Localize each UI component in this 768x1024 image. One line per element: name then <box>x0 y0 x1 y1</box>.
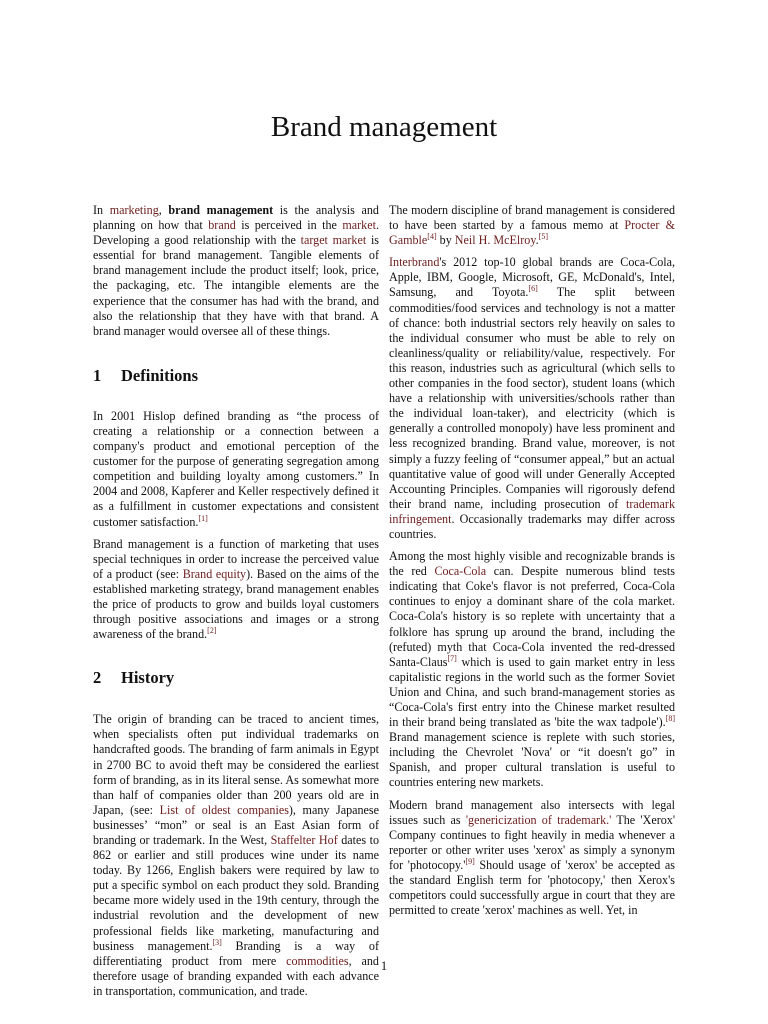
definitions-paragraph-1: In 2001 Hislop defined branding as “the process of creating a relationship or a connection between a company's product and emotional perception of the customer for the purpose of generating segregation among competition and building loyalty among customers.” In 2004 and 2008, Kapferer and Keller respectively defined it as a fulfillment in customer expectations and consistent customer satisfaction.[1] <box>93 408 379 529</box>
citation-5[interactable]: [5] <box>538 232 548 242</box>
history-paragraph-2: The modern discipline of brand management is considered to have been started by a famous memo at Procter & Gamble[4] by Neil H. McElroy.[5] <box>389 203 675 248</box>
citation-8[interactable]: [8] <box>665 714 675 724</box>
link-procter-gamble[interactable]: Procter & Gamble <box>389 218 675 248</box>
bold-term: brand management <box>168 203 274 217</box>
citation-3[interactable]: [3] <box>212 937 222 947</box>
citation-1[interactable]: [1] <box>198 513 208 523</box>
link-target-market[interactable]: target market <box>300 233 367 248</box>
citation-2[interactable]: [2] <box>207 626 217 636</box>
link-trademark-infringement[interactable]: trademark infringement <box>389 496 675 526</box>
intro-paragraph: In marketing, brand management is the analysis and planning on how that brand is perceived in the market. Developing a good relationship with the target market is essential for brand management. Tangible elements of brand management include the product itself; look, price, the packaging, etc. The intangible elements are the experience that the consumer has had with the brand, and also the relationship that they have with that brand. A brand manager would oversee all of these things. <box>93 203 380 338</box>
link-coca-cola[interactable]: Coca-Cola <box>434 564 487 579</box>
history-paragraph-5: Modern brand management also intersects with legal issues such as 'genericization of trademark.' The 'Xerox' Company continues to fight heavily in media whenever a reporter or other writer uses 'xerox' as simply a synonym for 'photocopy.'[9] Should usage of 'xerox' be accepted as the standard English term for 'photocopy,' then Xerox's competitors could successfully argue in court that they are permitted to create 'xerox' machines as well. Yet, in <box>389 797 676 918</box>
page-title: Brand management <box>270 111 498 143</box>
history-paragraph-1: The origin of branding can be traced to ancient times, when specialists often put individual trademarks on handcrafted goods. The branding of farm animals in Egypt in 2700 BC to avoid theft may be considered the earliest form of branding, as in its literal sense. As somewhat more than half of companies older than 200 years old are in Japan, (see: List of oldest companies), many Japanese businesses’ “mon” or seal is an East Asian form of branding or trademark. In the West, Staffelter Hof dates to 862 or earlier and still produces wine under its name today. By 1266, English bakers were required by law to put a specific symbol on each product they sold. Branding became more widely used in the 19th century, through the industrial revolution and the development of new professional fields like marketing, manufacturing and business management.[3] Branding is a way of differentiating product from mere commodities, and therefore usage of branding expanded with each advance in transportation, communication, and trade. <box>93 712 379 998</box>
citation-7[interactable]: [7] <box>447 653 457 663</box>
page-number: 1 <box>380 959 388 973</box>
section-heading-history: 2 History <box>93 668 175 688</box>
link-commodities[interactable]: commodities <box>286 953 349 968</box>
citation-6[interactable]: [6] <box>528 284 538 294</box>
history-paragraph-4: Among the most highly visible and recognizable brands is the red Coca-Cola can. Despite numerous blind tests indicating that Coke's flavor is not preferred, Coca-Cola continues to enjoy a dominant share of the cola market. Coca-Cola's history is so replete with uncertainty that a folklore has sprung up around the brand, including the (refuted) myth that Coca-Cola invented the red-dressed Santa-Claus[7] which is used to gain market entry in less capitalistic regions in the world such as the former Soviet Union and China, and such brand-management stories as “Coca-Cola's first entry into the Chinese market resulted in their brand being translated as 'bite the wax tadpole').[8] Brand management science is replete with such stories, including the Chevrolet 'Nova' or “it doesn't go” in Spanish, and proper cultural translation is useful to countries entering new markets. <box>389 549 675 790</box>
link-interbrand[interactable]: Interbrand <box>389 255 440 270</box>
link-brand[interactable]: brand <box>208 218 236 233</box>
link-brand-equity[interactable]: Brand equity <box>182 566 247 581</box>
left-column <box>93 203 379 1006</box>
section-heading-definitions: 1 Definitions <box>93 365 199 385</box>
link-neil-mcelroy[interactable]: Neil H. McElroy <box>454 233 536 248</box>
link-market[interactable]: market <box>342 218 376 233</box>
history-paragraph-3: Interbrand's 2012 top-10 global brands are Coca-Cola, Apple, IBM, Google, Microsoft, GE, McDonald's, Intel, Samsung, and Toyota.[6] The split between commodities/food services and technology is not a matter of chance: both industrial sectors rely heavily on sales to the individual consumer who must be able to rely on cleanliness/quality or reliability/value, respectively. For this reason, industries such as agricultural (which sells to other companies in the food sector), student loans (which have a relationship with universities/schools rather than the individual loan-taker), and electricity (which is generally a controlled monopoly) have less prominent and less recognized branding. Brand value, moreover, is not simply a fuzzy feeling of “consumer appeal,” but an actual quantitative value of good will under Generally Accepted Accounting Principles. Companies will rigorously defend their brand name, including prosecution of trademark infringement. Occasionally trademarks may differ across countries. <box>389 255 675 541</box>
citation-4[interactable]: [4] <box>427 232 437 242</box>
citation-9[interactable]: [9] <box>465 856 475 866</box>
definitions-paragraph-2: Brand management is a function of marketing that uses special techniques in order to increase the perceived value of a product (see: Brand equity). Based on the aims of the established marketing strategy, brand management enables the price of products to grow and builds loyal customers through positive associations and images or a strong awareness of the brand.[2] <box>93 536 379 642</box>
link-genericization[interactable]: 'genericization of trademark.' <box>465 812 612 827</box>
right-column <box>389 203 675 925</box>
link-staffelter-hof[interactable]: Staffelter Hof <box>270 833 338 847</box>
link-oldest-companies[interactable]: List of oldest companies <box>159 802 289 817</box>
link-marketing[interactable]: marketing <box>109 203 159 217</box>
